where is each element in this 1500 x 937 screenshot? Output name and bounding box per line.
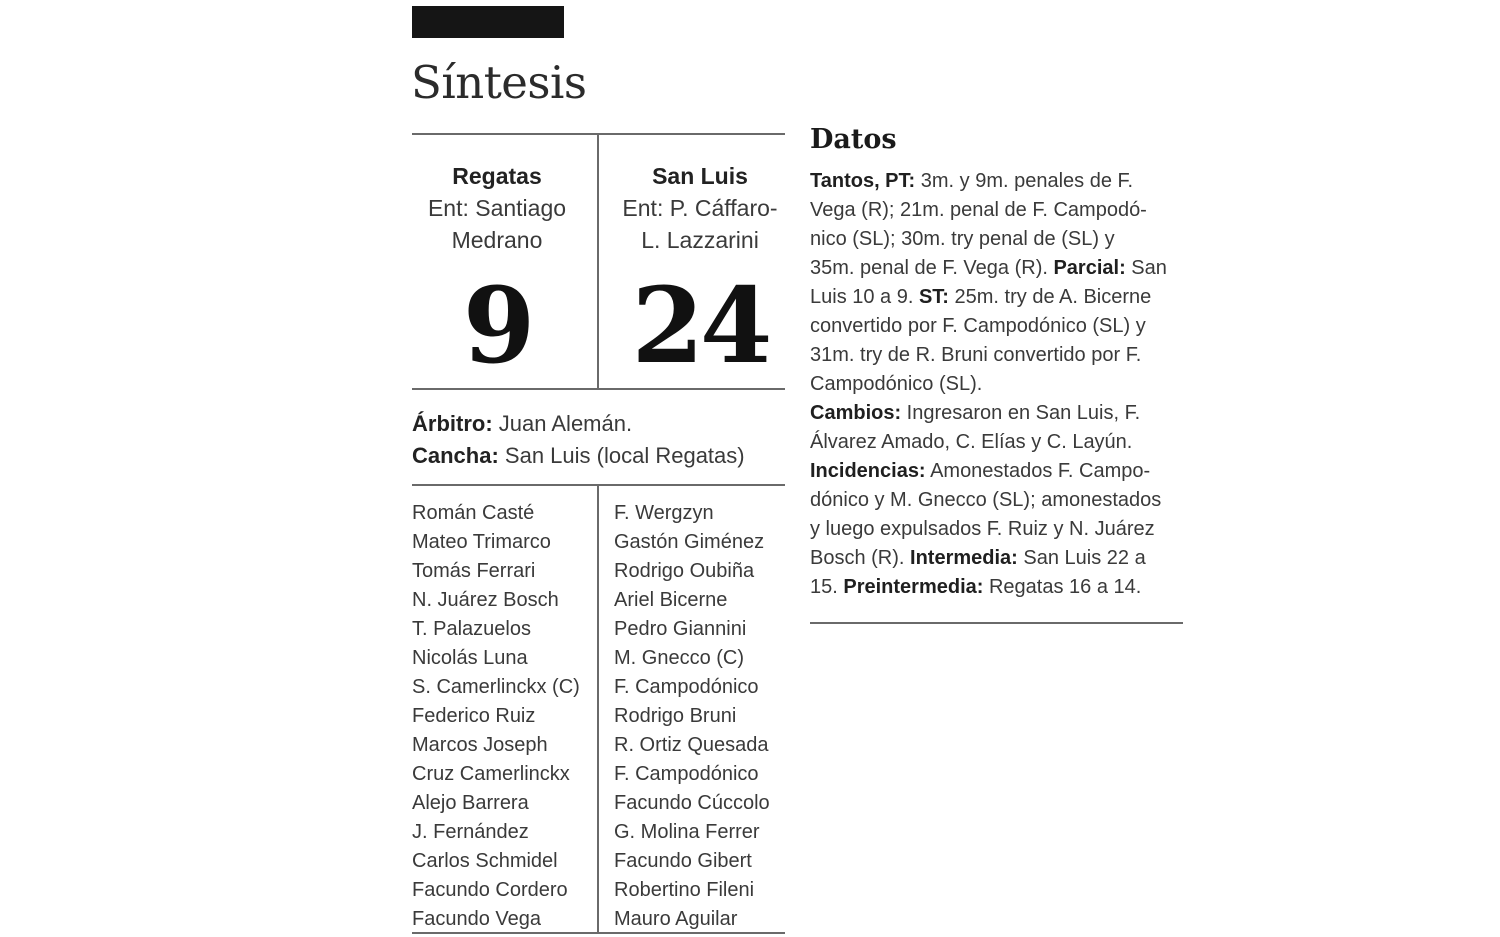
- page-title: Síntesis: [411, 56, 587, 109]
- referee-line: [412, 408, 745, 440]
- datos-text: San: [1125, 257, 1167, 279]
- datos-label: Intermedia:: [910, 547, 1018, 569]
- datos-text: Álvarez Amado, C. Elías y C. Layún.: [810, 431, 1133, 453]
- lineup-home: [412, 499, 580, 934]
- team-home-score: 9: [462, 264, 532, 387]
- player-home-5: T. Palazuelos: [412, 618, 531, 640]
- datos-line: [810, 370, 1190, 399]
- team-away-coach-line2: L. Lazzarini: [641, 227, 759, 253]
- datos-line: [810, 428, 1190, 457]
- datos-text: 25m. try de A. Bicerne: [948, 286, 1152, 308]
- team-away-coach-line1: Ent: P. Cáffaro-: [622, 195, 778, 221]
- datos-line: [810, 486, 1190, 515]
- datos-label: Preintermedia:: [843, 576, 984, 598]
- datos-line: [810, 225, 1190, 254]
- datos-line: [810, 283, 1190, 312]
- datos-text: Regatas 16 a 14.: [983, 576, 1142, 598]
- referee-value: Juan Alemán.: [498, 411, 633, 436]
- team-away: [600, 160, 800, 387]
- player-home-13: Carlos Schmidel: [412, 850, 558, 872]
- datos-text: 15.: [810, 576, 844, 598]
- datos-text: convertido por F. Campodónico (SL) y: [810, 315, 1146, 337]
- player-home-15: Facundo Vega: [412, 908, 541, 930]
- datos-text: dónico y M. Gnecco (SL); amonestados: [810, 489, 1162, 511]
- team-home-coach-line1: Ent: Santiago: [427, 195, 567, 221]
- player-away-11: Facundo Cúccolo: [614, 792, 770, 814]
- player-away-4: Ariel Bicerne: [614, 589, 728, 611]
- player-home-3: Tomás Ferrari: [412, 560, 536, 582]
- player-away-12: G. Molina Ferrer: [614, 821, 760, 843]
- datos-text: Luis 10 a 9.: [810, 286, 919, 308]
- datos-title: Datos: [810, 124, 897, 155]
- datos-line: [810, 544, 1190, 573]
- team-home-name: Regatas: [452, 163, 542, 189]
- player-away-6: M. Gnecco (C): [614, 647, 745, 669]
- datos-text: 35m. penal de F. Vega (R).: [810, 257, 1054, 279]
- venue-line: [412, 440, 745, 472]
- player-away-9: R. Ortiz Quesada: [614, 734, 769, 756]
- player-home-6: Nicolás Luna: [412, 647, 528, 669]
- player-away-7: F. Campodónico: [614, 676, 759, 698]
- player-home-11: Alejo Barrera: [412, 792, 529, 814]
- datos-line: [810, 312, 1190, 341]
- player-home-7: S. Camerlinckx (C): [412, 676, 580, 698]
- team-away-score: 24: [631, 264, 769, 387]
- datos-text: nico (SL); 30m. try penal de (SL) y: [810, 228, 1115, 250]
- datos-label: Tantos, PT:: [810, 170, 916, 192]
- team-home: [412, 160, 582, 387]
- datos-line: [810, 515, 1190, 544]
- player-home-9: Marcos Joseph: [412, 734, 548, 756]
- player-away-3: Rodrigo Oubiña: [614, 560, 755, 582]
- datos-text: 3m. y 9m. penales de F.: [915, 170, 1134, 192]
- datos-label: Incidencias:: [810, 460, 926, 482]
- venue-label: Cancha:: [412, 443, 499, 468]
- datos-label: Parcial:: [1053, 257, 1126, 279]
- datos-line: [810, 573, 1190, 602]
- player-away-14: Robertino Fileni: [614, 879, 755, 901]
- divider-score-center: [597, 133, 599, 389]
- player-home-2: Mateo Trimarco: [412, 531, 551, 553]
- team-home-coach-line2: Medrano: [451, 227, 543, 253]
- player-home-4: N. Juárez Bosch: [412, 589, 559, 611]
- lineup-away: [614, 499, 770, 934]
- player-away-2: Gastón Giménez: [614, 531, 765, 553]
- match-officials: [412, 408, 745, 472]
- datos-text: Ingresaron en San Luis, F.: [901, 402, 1141, 424]
- datos-text: 31m. try de R. Bruni convertido por F.: [810, 344, 1142, 366]
- player-away-5: Pedro Giannini: [614, 618, 747, 640]
- referee-label: Árbitro:: [412, 411, 493, 436]
- player-home-10: Cruz Camerlinckx: [412, 763, 570, 785]
- datos-text: Bosch (R).: [810, 547, 911, 569]
- datos-text: Amonestados F. Campo-: [925, 460, 1151, 482]
- player-home-8: Federico Ruiz: [412, 705, 536, 727]
- section-tag-bar: [412, 6, 564, 38]
- datos-text: Campodónico (SL).: [810, 373, 983, 395]
- datos-text: San Luis 22 a: [1017, 547, 1146, 569]
- player-home-14: Facundo Cordero: [412, 879, 568, 901]
- datos-body: [810, 167, 1190, 602]
- team-away-name: San Luis: [652, 163, 748, 189]
- datos-text: Vega (R); 21m. penal de F. Campodó-: [810, 199, 1147, 221]
- divider-score-bottom: [412, 388, 785, 390]
- datos-line: [810, 457, 1190, 486]
- datos-line: [810, 341, 1190, 370]
- divider-datos-bottom: [810, 622, 1183, 624]
- divider-lineups-center: [597, 484, 599, 933]
- datos-text: y luego expulsados F. Ruiz y N. Juárez: [810, 518, 1155, 540]
- player-away-13: Facundo Gibert: [614, 850, 752, 872]
- player-away-1: F. Wergzyn: [614, 502, 714, 524]
- player-home-1: Román Casté: [412, 502, 535, 524]
- venue-value: San Luis (local Regatas): [504, 443, 745, 468]
- datos-line: [810, 399, 1190, 428]
- datos-line: [810, 254, 1190, 283]
- datos-line: [810, 196, 1190, 225]
- datos-line: [810, 167, 1190, 196]
- datos-label: ST:: [918, 286, 949, 308]
- player-away-10: F. Campodónico: [614, 763, 759, 785]
- player-home-12: J. Fernández: [412, 821, 529, 843]
- datos-label: Cambios:: [810, 402, 902, 424]
- player-away-8: Rodrigo Bruni: [614, 705, 737, 727]
- player-away-15: Mauro Aguilar: [614, 908, 738, 930]
